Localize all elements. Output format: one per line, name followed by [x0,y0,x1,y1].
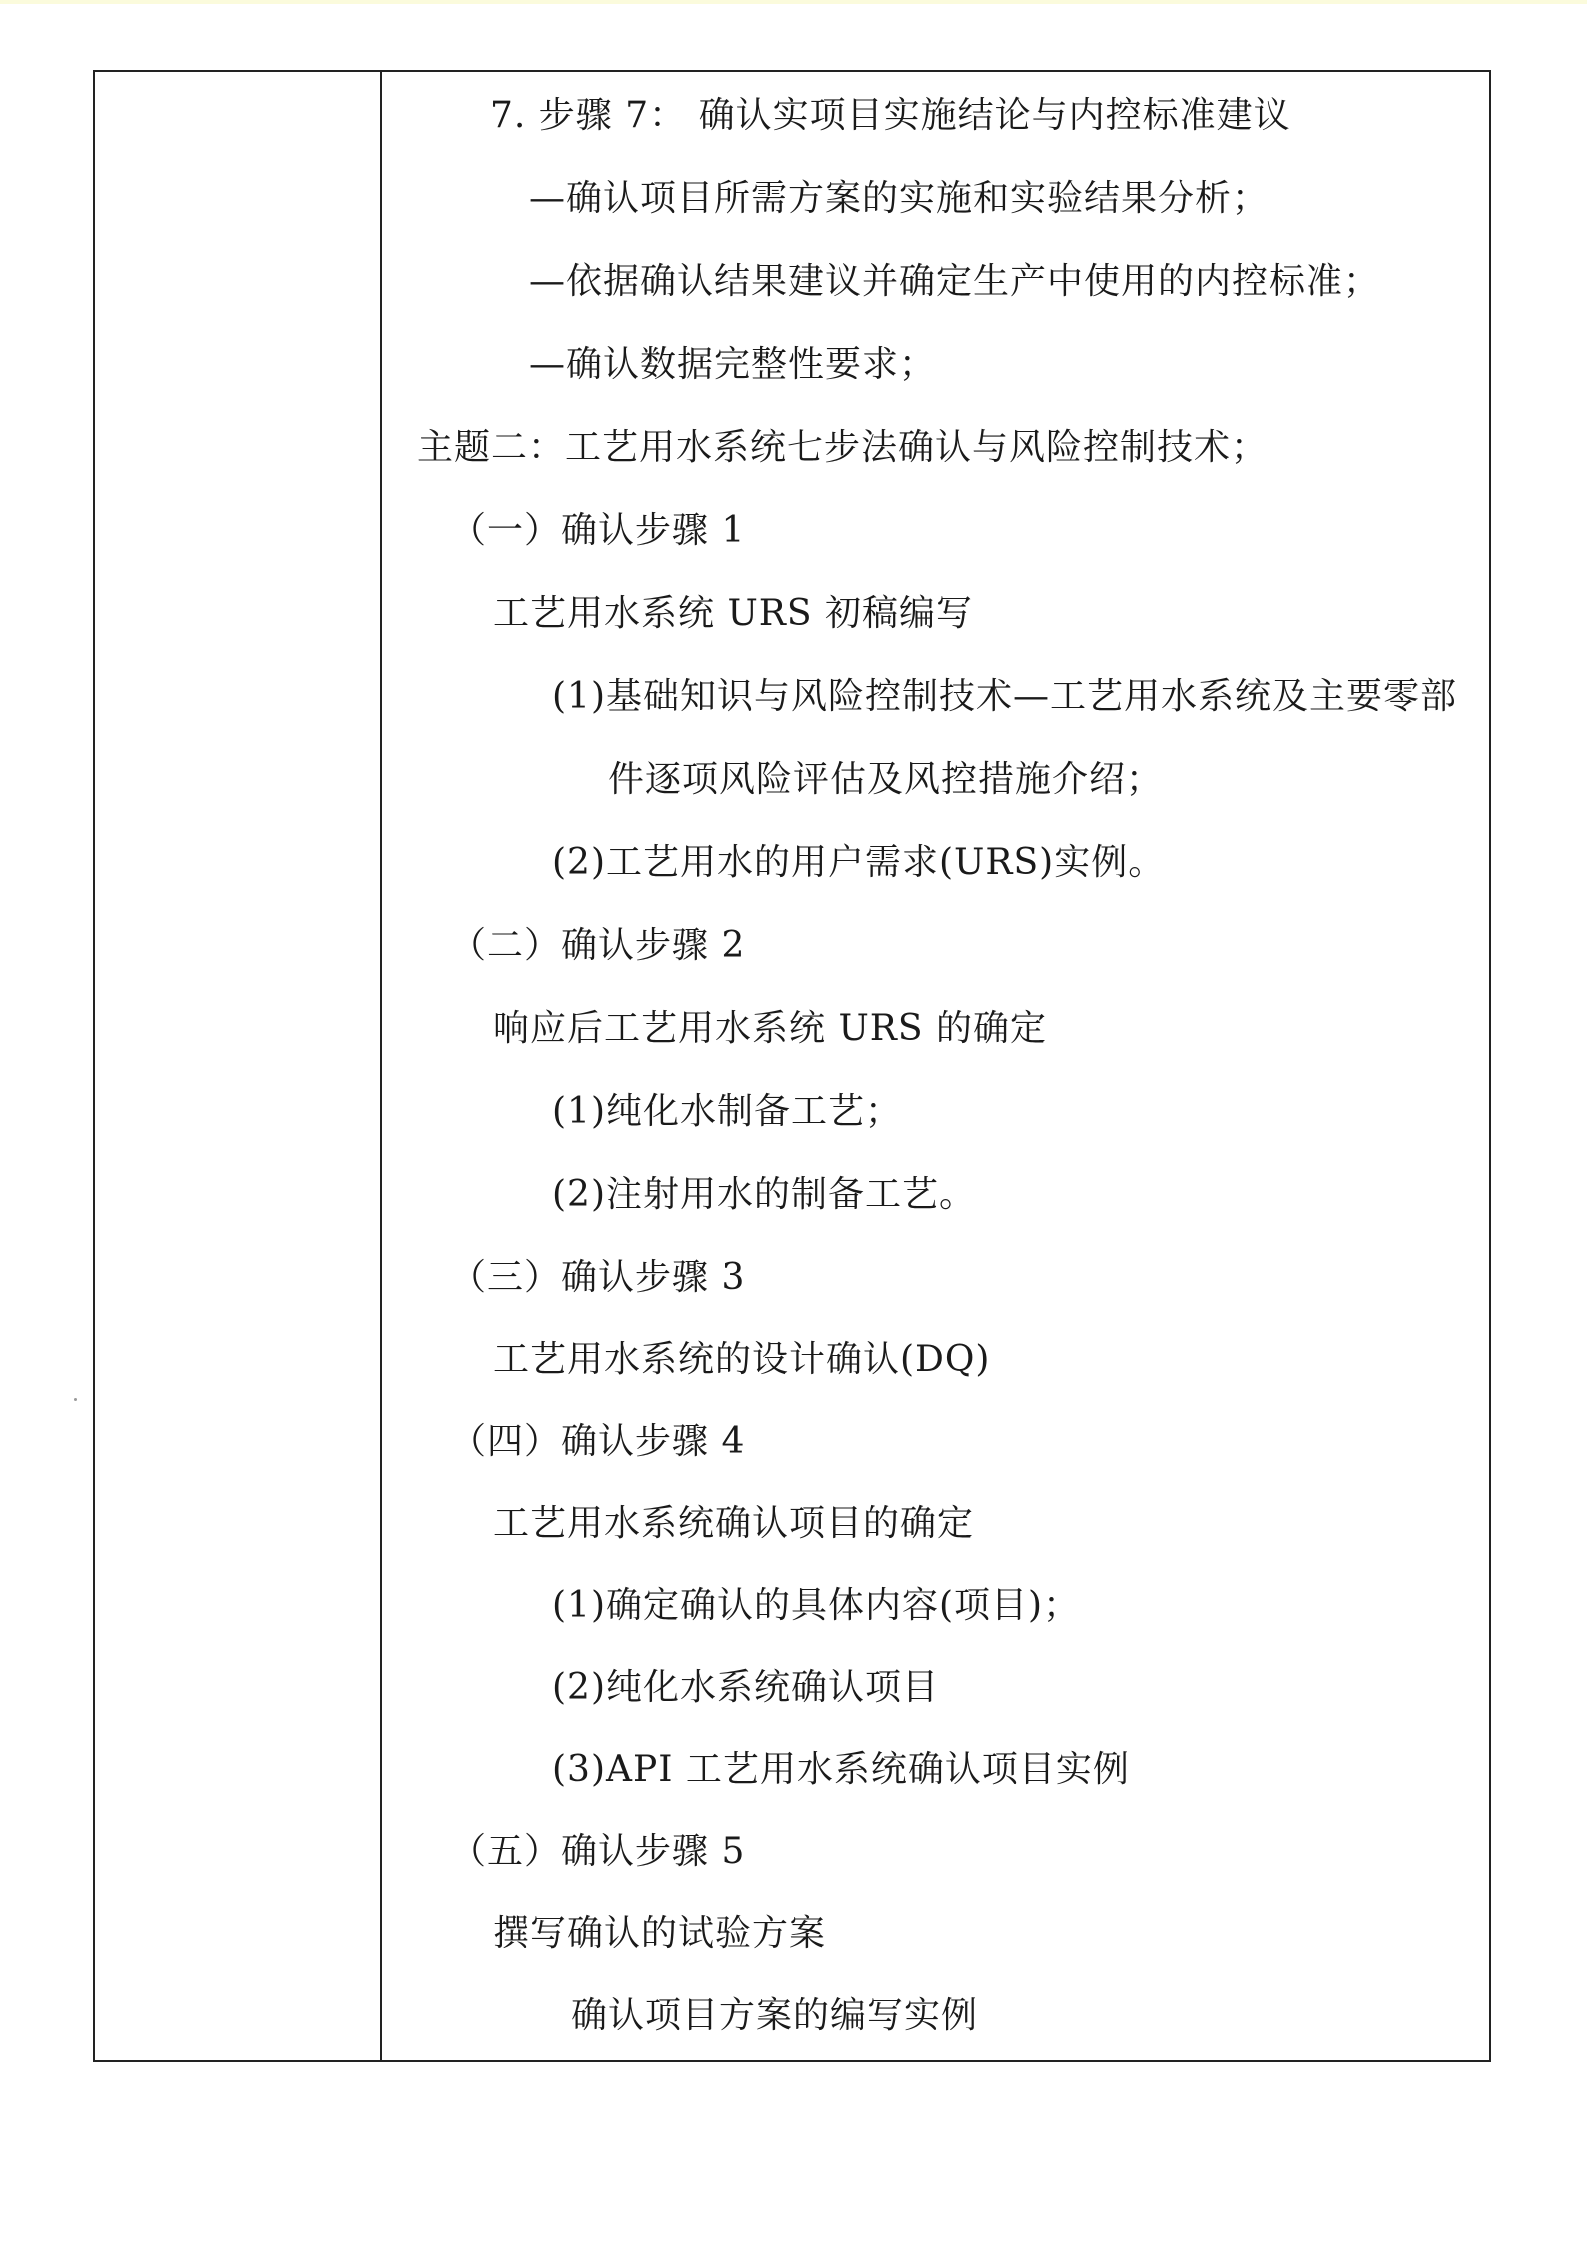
section-heading: （四）确认步骤 4 [450,1421,746,1462]
section-subtitle: 工艺用水系统的设计确认(DQ) [493,1339,991,1380]
topic-title: 主题二：工艺用水系统七步法确认与风险控制技术； [417,427,1269,468]
list-item: (3)API 工艺用水系统确认项目实例 [552,1749,1130,1790]
section-heading: （五）确认步骤 5 [450,1831,746,1872]
column-divider [380,72,382,2060]
list-item: (1)纯化水制备工艺； [552,1091,902,1132]
section-subtitle: 工艺用水系统确认项目的确定 [493,1503,975,1544]
list-item: (2)注射用水的制备工艺。 [552,1174,976,1215]
list-item: —确认项目所需方案的实施和实验结果分析； [529,178,1270,219]
list-item: —确认数据完整性要求； [529,344,937,385]
step7-heading: 7. 步骤 7： 确认实项目实施结论与内控标准建议 [490,95,1291,136]
left-empty-cell [95,72,380,2060]
section-heading: （三）确认步骤 3 [450,1257,746,1298]
scan-speck [74,1398,77,1401]
scan-top-band [0,0,1587,4]
content-table [93,70,1491,2062]
section-subtitle: 工艺用水系统 URS 初稿编写 [493,593,973,634]
section-subtitle: 响应后工艺用水系统 URS 的确定 [493,1008,1047,1049]
list-item: —依据确认结果建议并确定生产中使用的内控标准； [529,261,1381,302]
section-subtitle: 撰写确认的试验方案 [493,1913,827,1954]
section-heading: （一）确认步骤 1 [450,510,746,551]
list-item: (1)确定确认的具体内容(项目)； [552,1585,1081,1626]
list-item: (2)工艺用水的用户需求(URS)实例。 [552,842,1166,883]
list-item: 确认项目方案的编写实例 [571,1995,979,2036]
list-item: (1)基础知识与风险控制技术—工艺用水系统及主要零部 [552,676,1457,717]
list-item-continuation: 件逐项风险评估及风控措施介绍； [608,759,1164,800]
list-item: (2)纯化水系统确认项目 [552,1667,939,1708]
section-heading: （二）确认步骤 2 [450,925,746,966]
